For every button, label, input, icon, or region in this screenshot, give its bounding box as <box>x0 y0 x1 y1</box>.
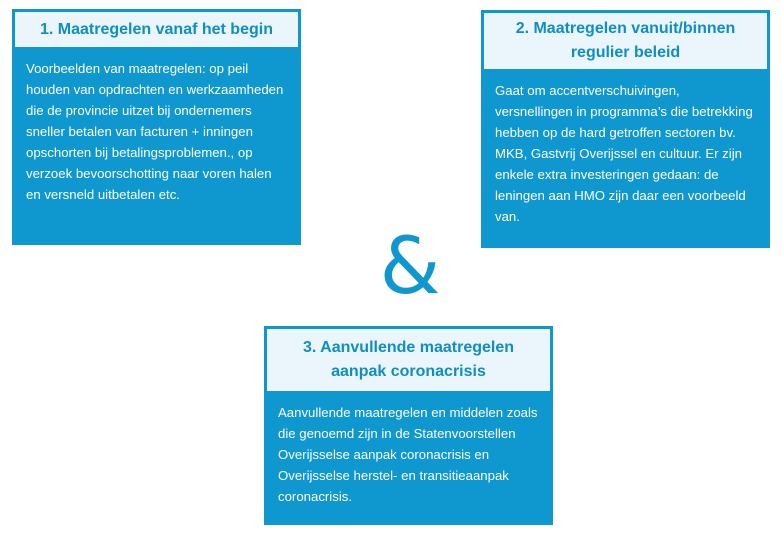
measure-box-3-title: 3. Aanvullende maatregelen aanpak coronacrisis <box>264 326 553 394</box>
measure-box-2-title: 2. Maatregelen vanuit/binnen regulier beleid <box>481 10 770 72</box>
measure-box-2 <box>481 10 770 248</box>
measure-box-1-title: 1. Maatregelen vanaf het begin <box>12 9 301 50</box>
measure-box-2-text: Gaat om accentverschuivingen, versnellingen in programma’s die betrekking hebben op de hard getroffen sectoren bv. MKB, Gastvrij Overijssel en cultuur. Er zijn enkele extra investeringen gedaan: de leningen aan HMO zijn daar een voorbeeld van. <box>495 83 753 224</box>
measure-box-3-text: Aanvullende maatregelen en middelen zoals die genoemd zijn in de Statenvoorstellen Overijsselse aanpak coronacrisis en Overijsselse herstel- en transitieaanpak coronacrisis. <box>278 405 538 504</box>
measure-box-3 <box>264 326 553 525</box>
measure-box-1-text: Voorbeelden van maatregelen: op peil houden van opdrachten en werkzaamheden die de provincie uitzet bij ondernemers sneller betalen van facturen + inningen opschorten bij betalingsproblemen., op verzoek bevoorschotting naar voren halen en versneld uitbetalen etc. <box>26 61 284 202</box>
measure-box-1 <box>12 9 301 245</box>
ampersand-connector: & <box>379 222 441 312</box>
